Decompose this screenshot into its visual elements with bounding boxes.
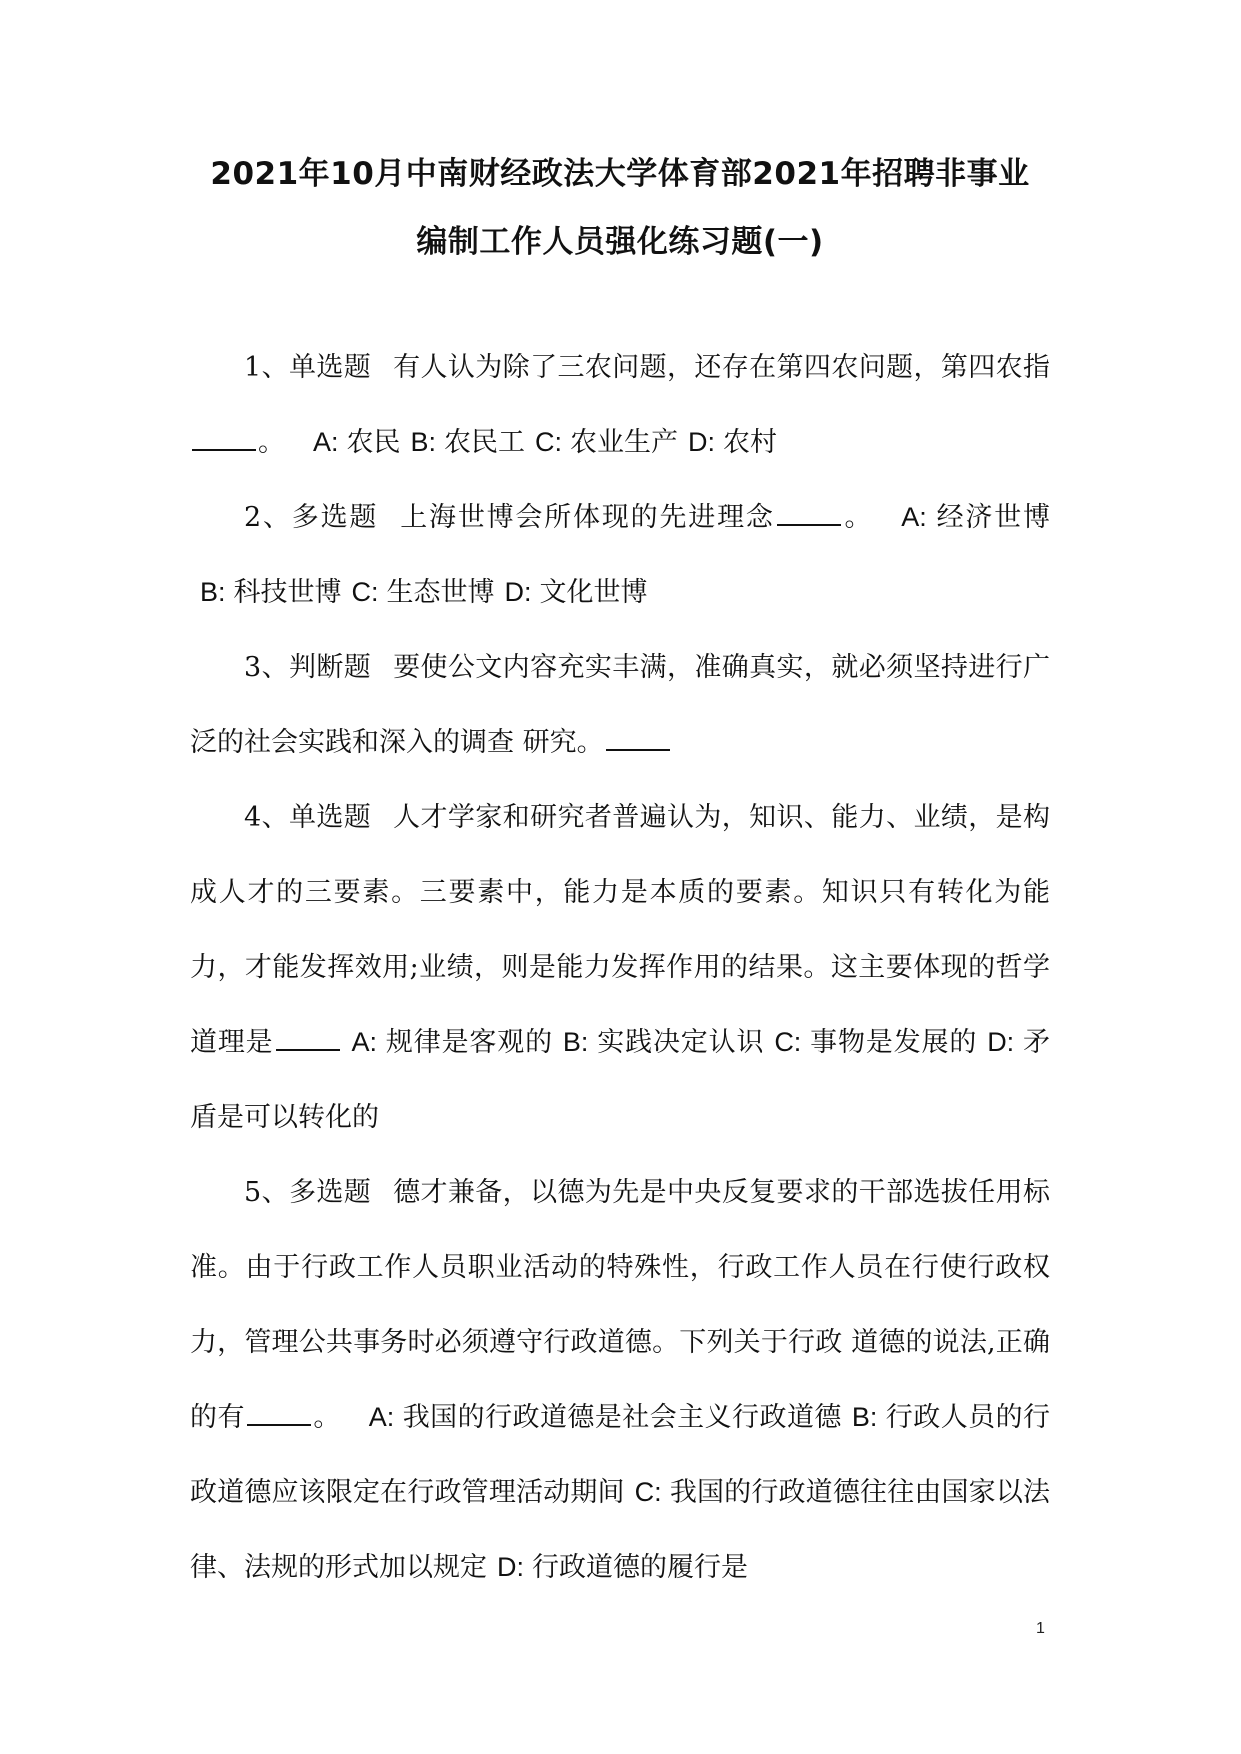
option-text: 文化世博 [539,577,648,608]
option-label: B: [851,1402,878,1432]
question-separator: 、 [261,502,292,533]
answer-blank [192,427,256,451]
option-text: 我国的行政道德往往由国家以法律、法规的形式加以规定 [190,1477,1051,1583]
question-stem: 要使公文内容充实丰满，准确真实，就必须坚持进行广泛的社会实践和深入的调查 研究。 [190,652,1051,758]
option-label: C: [774,1027,802,1057]
question-list [190,330,1050,1605]
option-label: B: [410,427,437,457]
question-number: 5 [244,1177,262,1208]
question-separator: 、 [261,1177,289,1208]
question-type: 单选题 [288,352,372,383]
option-text: 农业生产 [570,427,679,458]
question-stem: 有人认为除了三农问题，还存在第四农问题，第四农指 [393,352,1051,383]
option-label: A: [368,1402,395,1432]
question-stem: 人才学家和研究者普遍认为，知识、能力、业绩，是构成人才的三要素。三要素中，能力是本质的要素。知识只有转化为能力，才能发挥效用;业绩，则是能力发挥作用的结果。这主要体现的哲学道理是 [190,802,1051,1058]
answer-blank [276,1027,340,1051]
option-text: 矛盾是可以转化的 [190,1027,1051,1133]
option-text: 生态世博 [386,577,495,608]
option-text: 实践决定认识 [596,1027,765,1058]
option-text: 经济世博 [934,502,1051,533]
title-line-1: 2021年10月中南财经政法大学体育部2021年招聘非事业 [210,156,1030,192]
option-label: A: [351,1027,378,1057]
question-number: 2 [244,502,262,533]
option-text: 农民 [346,427,401,458]
question-3 [190,630,1050,780]
option-text: 科技世博 [233,577,342,608]
question-separator: 、 [261,352,289,383]
answer-blank [606,727,670,751]
question-stem: 上海世博会所体现的先进理念 [400,502,775,533]
question-stem-end: 。 [258,427,285,458]
option-text: 事物是发展的 [809,1027,978,1058]
option-text: 行政道德的履行是 [532,1552,748,1583]
question-number: 3 [244,652,262,683]
question-type: 单选题 [288,802,372,833]
question-stem: 德才兼备，以德为先是中央反复要求的干部选拔任用标准。由于行政工作人员职业活动的特殊性，行政工作人员在行使行政权力，管理公共事务时必须遵守行政道德。下列关于行政 道德的说法,正确的有 [190,1177,1051,1433]
document-title [190,140,1050,276]
option-label: C: [351,577,379,607]
question-separator: 、 [261,652,289,683]
option-label: D: [497,1552,524,1582]
question-type: 多选题 [291,502,379,533]
option-label: C: [535,427,563,457]
option-label: A: [901,502,927,532]
title-line-2: 编制工作人员强化练习题(一) [416,224,824,260]
answer-blank [777,502,841,526]
option-text: 我国的行政道德是社会主义行政道德 [402,1402,842,1433]
option-text: 行政人员的行政道德应该限定在行政管理活动期间 [190,1402,1051,1508]
option-label: C: [634,1477,662,1507]
option-label: A: [313,427,339,457]
question-stem-end: 。 [312,1402,341,1433]
question-number: 4 [244,802,262,833]
option-label: D: [688,427,716,457]
question-2 [190,480,1050,630]
option-label: D: [504,577,532,607]
answer-blank [247,1402,311,1426]
option-label: B: [562,1027,589,1057]
question-stem-end: 。 [842,502,874,533]
question-type: 判断题 [288,652,372,683]
option-text: 农村 [723,427,778,458]
option-label: B: [200,577,226,607]
question-1 [190,330,1050,480]
question-separator: 、 [261,802,289,833]
option-text: 农民工 [444,427,526,458]
option-label: D: [987,1027,1015,1057]
question-number: 1 [244,352,262,383]
page-number: 1 [1036,1620,1045,1637]
option-text: 规律是客观的 [385,1027,553,1058]
question-4 [190,780,1050,1155]
question-type: 多选题 [288,1177,372,1208]
question-5 [190,1155,1050,1605]
